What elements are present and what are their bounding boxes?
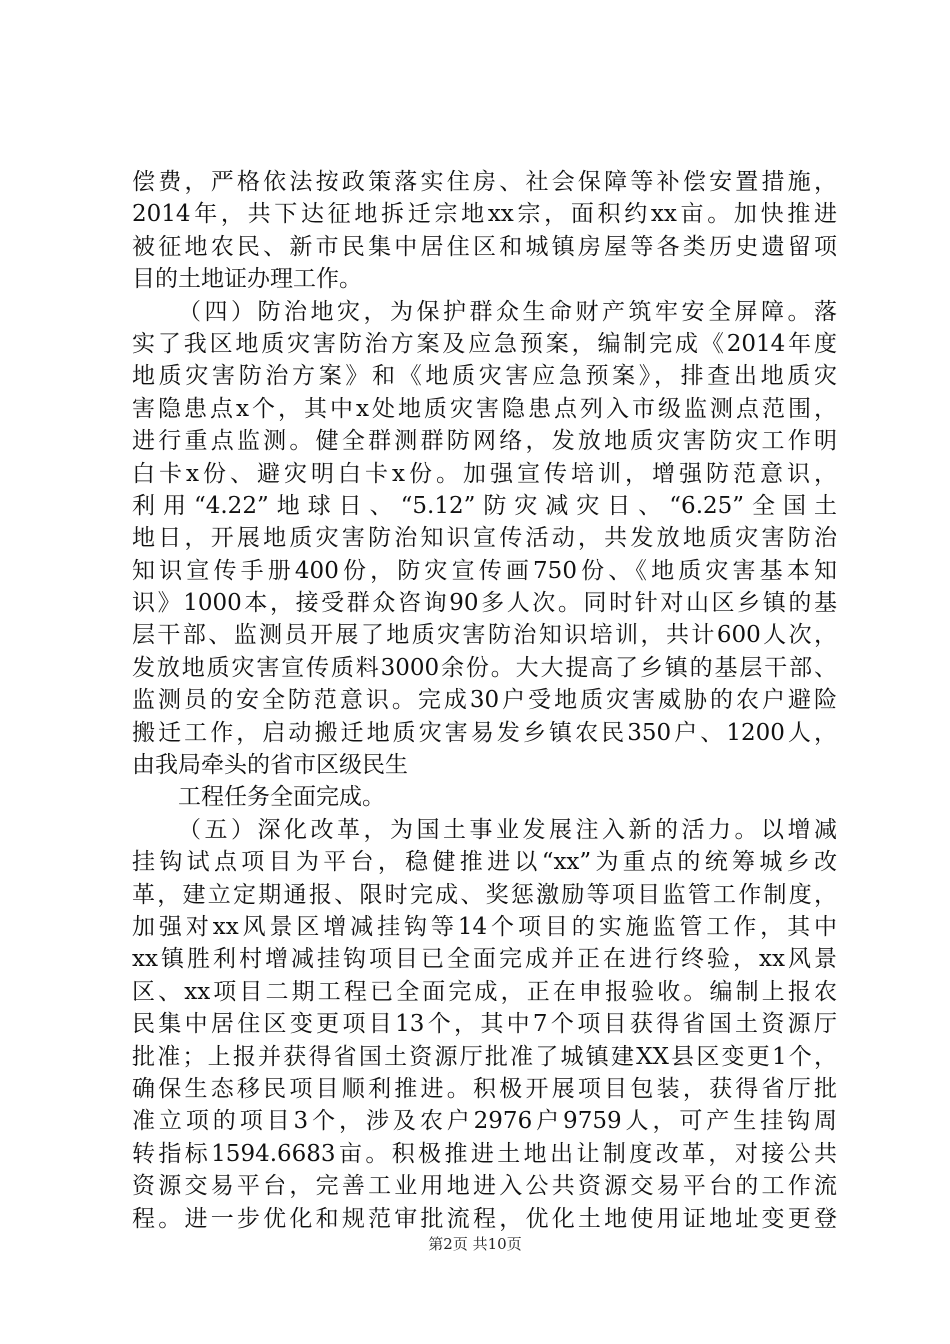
text-line: 害隐患点x个，其中x处地质灾害隐患点列入市级监测点范围， [132, 395, 837, 422]
section-heading-line: （四）防治地灾，为保护群众生命财产筑牢安全屏障。落 [178, 298, 837, 325]
text-line: 知识宣传手册400份，防灾宣传画750份、《地质灾害基本知 [132, 557, 837, 584]
text-line: 进行重点监测。健全群测群防网络，发放地质灾害防灾工作明 [132, 428, 837, 455]
text-line: 批准；上报并获得省国土资源厅批准了城镇建XX县区变更1个， [132, 1043, 837, 1070]
text-line: 确保生态移民项目顺利推进。积极开展项目包装，获得省厅批 [132, 1075, 837, 1102]
text-line: 加强对xx风景区增减挂钩等14个项目的实施监管工作，其中 [132, 913, 837, 940]
text-line: 利用“4.22”地球日、“5.12”防灾减灾日、“6.25”全国土 [132, 492, 837, 519]
text-line: 偿费，严格依法按政策落实住房、社会保障等补偿安置措施， [132, 169, 837, 195]
text-line: 地日，开展地质灾害防治知识宣传活动，共发放地质灾害防治 [132, 525, 837, 552]
text-line: 白卡x份、避灾明白卡x份。加强宣传培训，增强防范意识， [132, 460, 837, 487]
body-text [132, 166, 837, 1235]
text-line: 转指标1594.6683亩。积极推进土地出让制度改革，对接公共 [132, 1140, 837, 1167]
text-line: 准立项的项目3个，涉及农户2976户9759人，可产生挂钩周 [132, 1108, 837, 1135]
text-line: 区、xx项目二期工程已全面完成，正在申报验收。编制上报农 [132, 978, 837, 1005]
text-line: 被征地农民、新市民集中居住区和城镇房屋等各类历史遗留项 [132, 233, 837, 260]
text-line: 由我局牵头的省市区级民生 [132, 752, 408, 779]
section-heading-line: （五）深化改革，为国土事业发展注入新的活力。以增减 [178, 816, 837, 843]
text-line: 发放地质灾害宣传质料3000余份。大大提高了乡镇的基层干部、 [132, 654, 837, 681]
text-line: 搬迁工作，启动搬迁地质灾害易发乡镇农民350户、1200人， [132, 719, 837, 746]
text-line: xx镇胜利村增减挂钩项目已全面完成并正在进行终验，xx风景 [132, 946, 837, 973]
text-line: 工程任务全面完成。 [178, 784, 385, 811]
text-line: 识》1000本，接受群众咨询90多人次。同时针对山区乡镇的基 [132, 590, 837, 617]
text-line: 程。进一步优化和规范审批流程，优化土地使用证地址变更登 [132, 1205, 837, 1232]
text-line: 挂钩试点项目为平台，稳健推进以“xx”为重点的统筹城乡改 [132, 849, 837, 876]
text-line: 监测员的安全防范意识。完成30户受地质灾害威胁的农户避险 [132, 687, 837, 714]
page-number-footer: 第2页 共10页 [428, 1235, 522, 1253]
text-line: 层干部、监测员开展了地质灾害防治知识培训，共计600人次， [132, 622, 837, 649]
text-line: 民集中居住区变更项目13个，其中7个项目获得省国土资源厅 [132, 1011, 837, 1038]
text-line: 实了我区地质灾害防治方案及应急预案，编制完成《2014年度 [132, 330, 837, 357]
text-line: 目的土地证办理工作。 [132, 266, 362, 293]
text-line: 2014年，共下达征地拆迁宗地xx宗，面积约xx亩。加快推进 [132, 201, 837, 228]
text-line: 资源交易平台，完善工业用地进入公共资源交易平台的工作流 [132, 1173, 837, 1200]
text-line: 地质灾害防治方案》和《地质灾害应急预案》，排查出地质灾 [132, 363, 837, 390]
text-line: 革，建立定期通报、限时完成、奖惩激励等项目监管工作制度， [132, 881, 837, 908]
